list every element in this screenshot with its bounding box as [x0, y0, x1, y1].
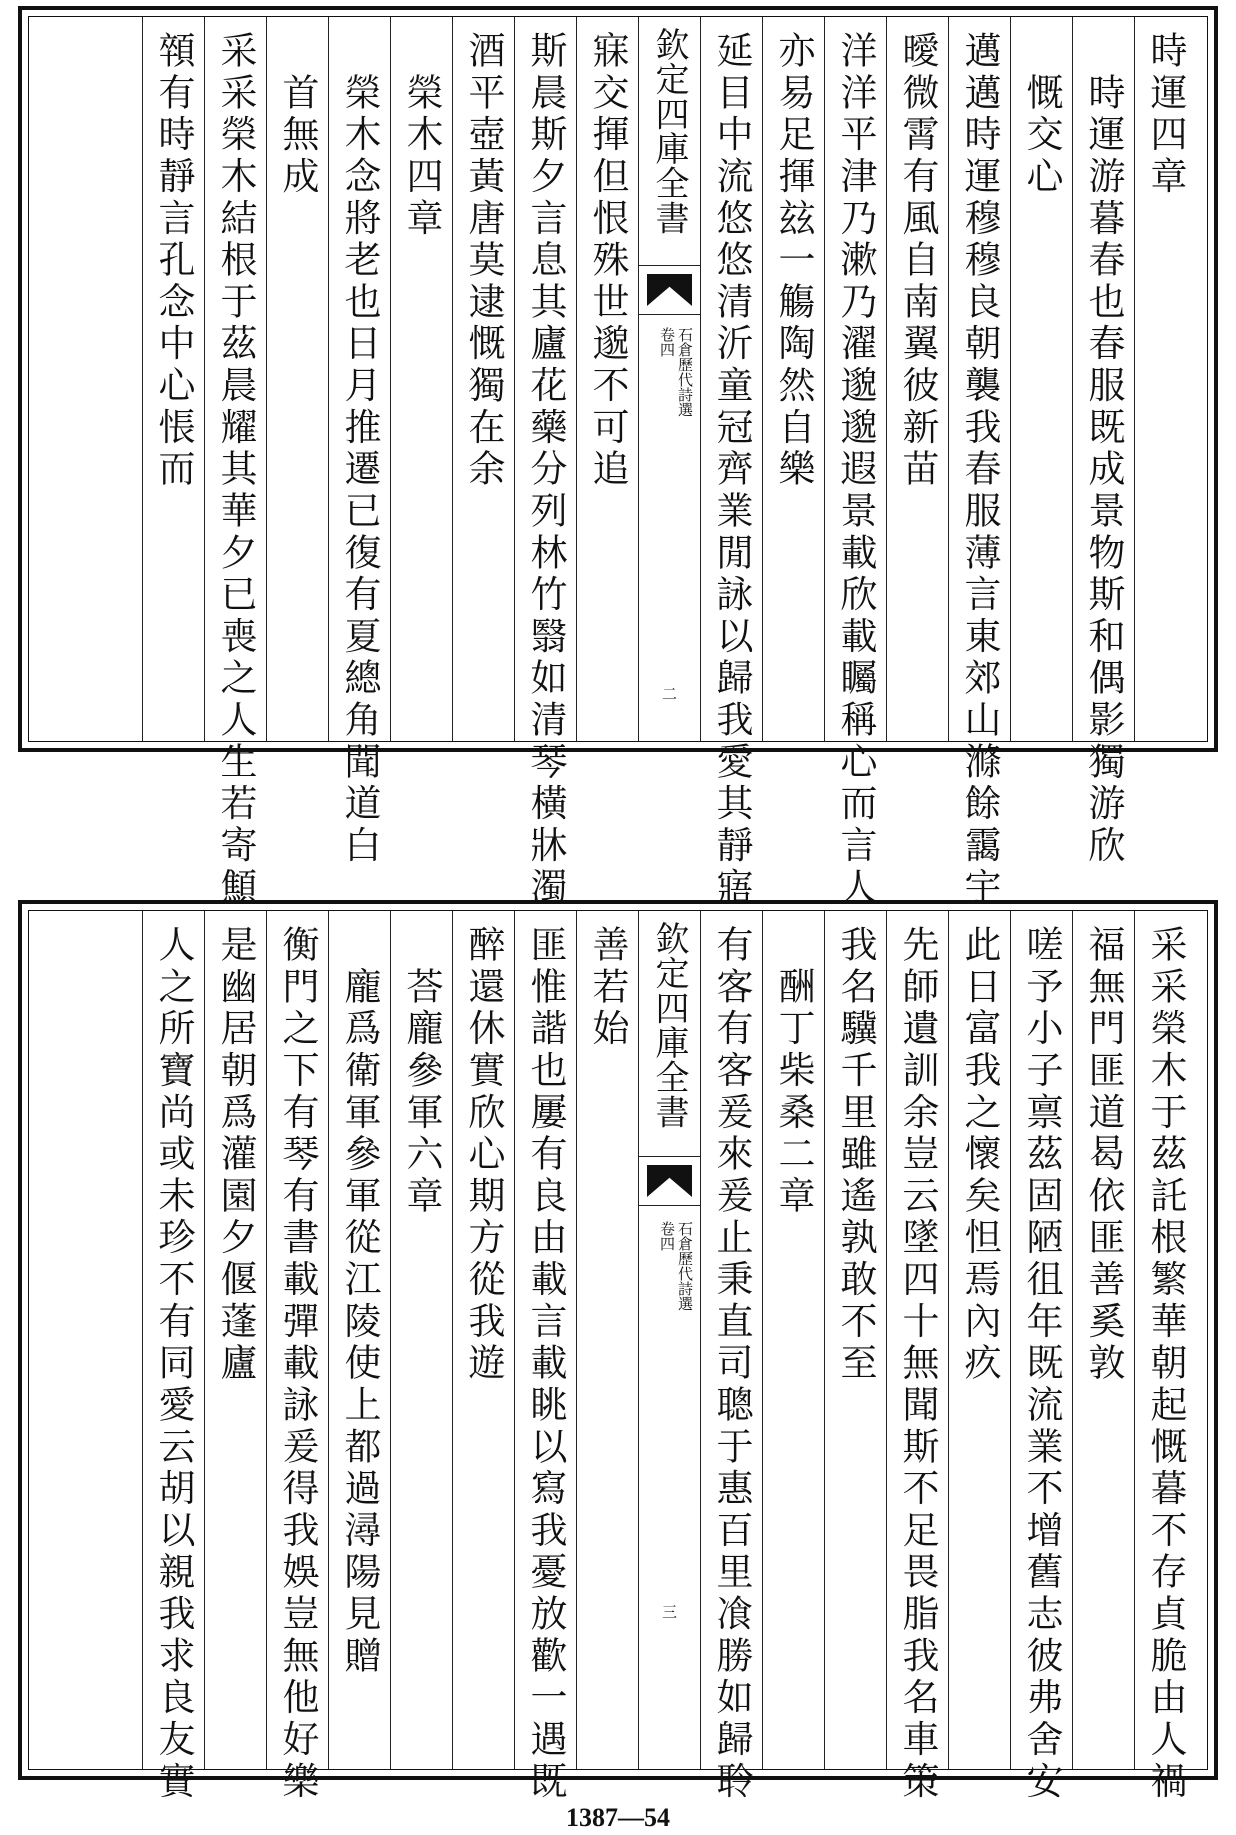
page-bottom [18, 900, 1218, 1804]
book-title: 石倉歷代詩選 [676, 1221, 694, 1311]
text-column: 荅龐參軍六章 [390, 911, 452, 1769]
page-number: 三 [661, 1603, 677, 1621]
text-column: 先師遺訓余豈云墜四十無聞斯不足畏脂我名車策 [886, 911, 948, 1769]
text-column: 榮木四章 [390, 17, 452, 741]
page-number: 二 [661, 685, 677, 703]
text-column: 嗟予小子禀茲固陋徂年既流業不增舊志彼弗舍安 [1010, 911, 1072, 1769]
page-bottom-frame [28, 910, 1208, 1804]
text-column: 時運游暮春也春服既成景物斯和偶影獨游欣 [1072, 17, 1134, 741]
center-band [638, 17, 700, 741]
text-column: 時運四章 [1134, 17, 1196, 741]
text-column: 寐交揮但恨殊世邈不可追 [576, 17, 638, 741]
page-top [18, 6, 1218, 910]
text-column: 曖微霄有風自南翼彼新苗 [886, 17, 948, 741]
text-column: 福無門匪道曷依匪善奚敦 [1072, 911, 1134, 1769]
text-column: 是幽居朝爲灌園夕偃蓬廬 [204, 911, 266, 1769]
book-title: 石倉歷代詩選 [676, 327, 694, 417]
library-title: 欽定四庫全書 [649, 921, 689, 1130]
text-column: 龐爲衛軍參軍從江陵使上都過潯陽見贈 [328, 911, 390, 1769]
text-column: 匪惟諧也屢有良由載言載眺以寫我憂放歡一遇既 [514, 911, 576, 1769]
text-column: 我名驥千里雖遙孰敢不至 [824, 911, 886, 1769]
text-column: 酒平壺黃唐莫逮慨獨在余 [452, 17, 514, 741]
text-column: 衡門之下有琴有書載彈載詠爰得我娛豈無他好樂 [266, 911, 328, 1769]
text-column: 有客有客爰來爰止秉直司聰于惠百里飡勝如歸聆 [700, 911, 762, 1769]
text-column: 慨交心 [1010, 17, 1072, 741]
page-top-frame [28, 16, 1208, 910]
text-column: 此日富我之懷矣怛焉內疚 [948, 911, 1010, 1769]
page-footer-number: 1387—54 [566, 1803, 670, 1832]
center-band [638, 911, 700, 1769]
text-column: 洋洋平津乃漱乃濯邈邈遐景載欣載矚稱心而言人 [824, 17, 886, 741]
text-column: 酬丁柴桑二章 [762, 911, 824, 1769]
text-column: 斯晨斯夕言息其廬花藥分列林竹翳如清琴橫牀濁 [514, 17, 576, 741]
text-column: 亦易足揮玆一觴陶然自樂 [762, 17, 824, 741]
text-column: 善若始 [576, 911, 638, 1769]
text-column: 榮木念將老也日月推遷已復有夏總角聞道白 [328, 17, 390, 741]
text-column: 首無成 [266, 17, 328, 741]
text-column: 采采榮木結根于茲晨耀其華夕已喪之人生若寄顦 [204, 17, 266, 741]
volume-label: 卷四 [658, 327, 676, 357]
fish-tail-mark [639, 265, 700, 315]
text-column: 采采榮木于茲託根繁華朝起慨暮不存貞脆由人禍 [1134, 911, 1196, 1769]
volume-label: 卷四 [658, 1221, 676, 1251]
library-title: 欽定四庫全書 [649, 27, 689, 236]
text-column: 醉還休實欣心期方從我遊 [452, 911, 514, 1769]
fish-tail-mark [639, 1156, 700, 1206]
text-column: 邁邁時運穆穆良朝襲我春服薄言東郊山滌餘靄宇 [948, 17, 1010, 741]
text-column: 顇有時靜言孔念中心悵而 [142, 17, 204, 741]
text-column: 延目中流悠悠清沂童冠齊業閒詠以歸我愛其靜寤 [700, 17, 762, 741]
text-column: 人之所寶尚或未珍不有同愛云胡以親我求良友實 [142, 911, 204, 1769]
